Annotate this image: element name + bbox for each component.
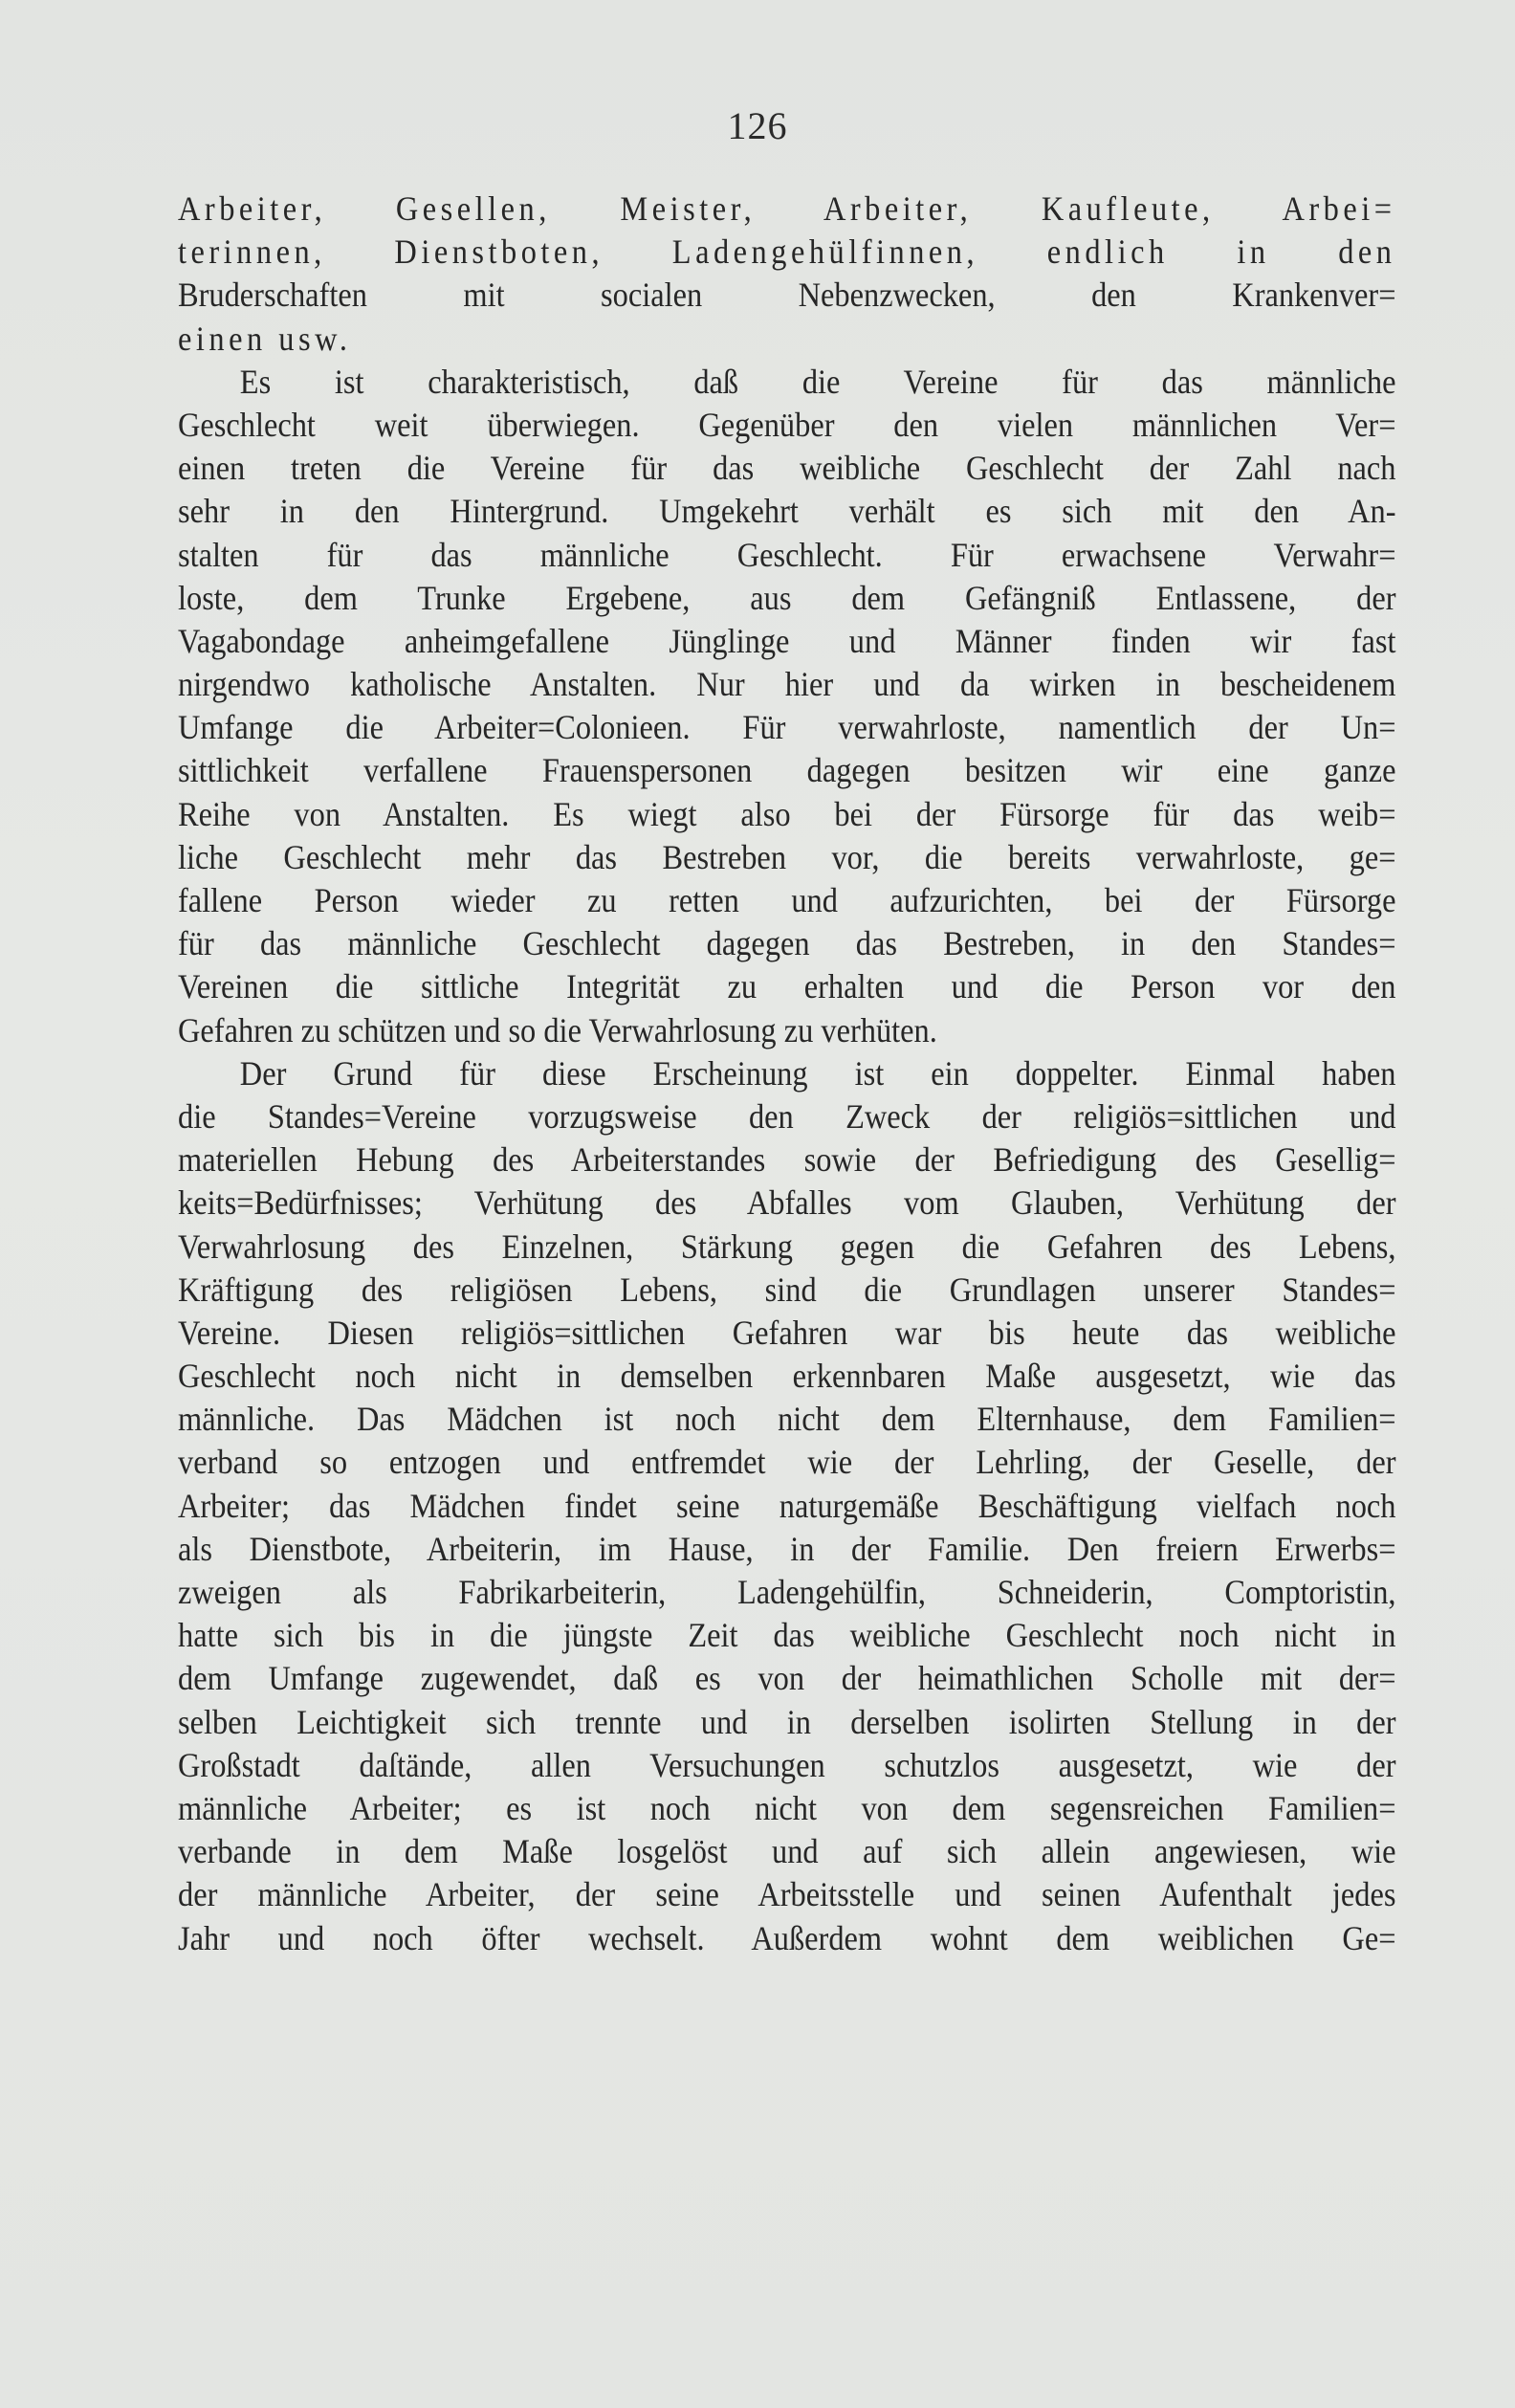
text-line: Geschlecht weit überwiegen. Gegenüber den vielen männlichen Ver= [178, 405, 1396, 444]
text-line: Der Grund für diese Erscheinung ist ein doppelter. Einmal haben [239, 1053, 1396, 1093]
text-line: Verwahrlosung des Einzelnen, Stärkung gegen die Gefahren des Lebens, [178, 1226, 1396, 1266]
text-line: fallene Person wieder zu retten und aufzurichten, bei der Fürsorge [178, 881, 1396, 919]
text-line: Vereine. Diesen religiös=sittlichen Gefahren war bis heute das weibliche [178, 1313, 1396, 1352]
text-line: keits=Bedürfnisses; Verhütung des Abfalles vom Glauben, Verhütung der [178, 1183, 1396, 1223]
text-line: stalten für das männliche Geschlecht. Für erwachsene Verwahr= [178, 535, 1396, 574]
text-line: Umfange die Arbeiter=Colonieen. Für verwahrloste, namentlich der Un= [178, 708, 1396, 747]
text-line: sittlichkeit verfallene Frauenspersonen dagegen besitzen wir eine ganze [178, 751, 1396, 790]
text-line: Arbeiter; das Mädchen findet seine naturgemäße Beschäftigung vielfach noch [178, 1486, 1396, 1525]
text-line: Vereinen die sittliche Integrität zu erhalten und die Person vor den [178, 967, 1396, 1006]
text-line: Großstadt daſtände, allen Versuchungen schutzlos ausgesetzt, wie der [178, 1745, 1396, 1784]
text-line: loste, dem Trunke Ergebene, aus dem Gefängniß Entlassene, der [178, 578, 1396, 617]
text-line: sehr in den Hintergrund. Umgekehrt verhält es sich mit den An- [178, 492, 1396, 531]
text-line: nirgendwo katholische Anstalten. Nur hier und da wirken in bescheidenem [178, 665, 1396, 704]
text-line: männliche Arbeiter; es ist noch nicht von dem segensreichen Familien= [178, 1788, 1396, 1827]
body-text [178, 188, 1396, 1960]
text-line: terinnen, Dienstboten, Ladengehülfinnen, endlich in den [178, 232, 1396, 272]
text-line: einen usw. [178, 319, 352, 358]
text-line: männliche. Das Mädchen ist noch nicht dem Elternhause, dem Familien= [178, 1400, 1396, 1439]
text-line: hatte sich bis in die jüngste Zeit das weibliche Geschlecht noch nicht in [178, 1616, 1396, 1655]
text-line: zweigen als Fabrikarbeiterin, Ladengehülfin, Schneiderin, Comptoristin, [178, 1573, 1396, 1611]
text-line: der männliche Arbeiter, der seine Arbeitsstelle und seinen Aufenthalt jedes [178, 1875, 1396, 1914]
text-line: verbande in dem Maße losgelöst und auf sich allein angewiesen, wie [178, 1832, 1396, 1871]
text-line: Arbeiter, Gesellen, Meister, Arbeiter, Kaufleute, Arbei= [178, 189, 1396, 228]
text-line: Bruderschaften mit socialen Nebenzwecken, den Krankenver= [178, 276, 1396, 315]
text-line: dem Umfange zugewendet, daß es von der heimathlichen Scholle mit der= [178, 1659, 1396, 1698]
page-number: 126 [727, 104, 788, 147]
text-line: für das männliche Geschlecht dagegen das Bestreben, in den Standes= [178, 924, 1396, 963]
text-line: Reihe von Anstalten. Es wiegt also bei der Fürsorge für das weib= [178, 794, 1396, 833]
text-line: Vagabondage anheimgefallene Jünglinge und Männer finden wir fast [178, 621, 1396, 660]
text-line: liche Geschlecht mehr das Bestreben vor, die bereits verwahrloste, ge= [178, 837, 1396, 876]
text-line: Jahr und noch öfter wechselt. Außerdem wohnt dem weiblichen Ge= [178, 1918, 1396, 1957]
paragraph-2 [178, 361, 1396, 1052]
text-line: Kräftigung des religiösen Lebens, sind die Grundlagen unserer Standes= [178, 1270, 1396, 1309]
text-line: als Dienstbote, Arbeiterin, im Hause, in der Familie. Den freiern Erwerbs= [178, 1529, 1396, 1568]
paragraph-1 [178, 188, 1396, 361]
text-line: selben Leichtigkeit sich trennte und in derselben isolirten Stellung in der [178, 1702, 1396, 1741]
text-line: Es ist charakteristisch, daß die Vereine für das männliche [239, 362, 1396, 401]
text-line: verband so entzogen und entfremdet wie der Lehrling, der Geselle, der [178, 1443, 1396, 1482]
text-line: einen treten die Vereine für das weibliche Geschlecht der Zahl nach [178, 449, 1396, 488]
paragraph-3 [178, 1052, 1396, 1960]
text-line: Geschlecht noch nicht in demselben erkennbaren Maße ausgesetzt, wie das [178, 1357, 1396, 1396]
text-line: Gefahren zu schützen und so die Verwahrlosung zu verhüten. [178, 1010, 937, 1049]
text-line: materiellen Hebung des Arbeiterstandes sowie der Befriedigung des Gesellig= [178, 1140, 1396, 1180]
text-line: die Standes=Vereine vorzugsweise den Zweck der religiös=sittlichen und [178, 1096, 1396, 1136]
